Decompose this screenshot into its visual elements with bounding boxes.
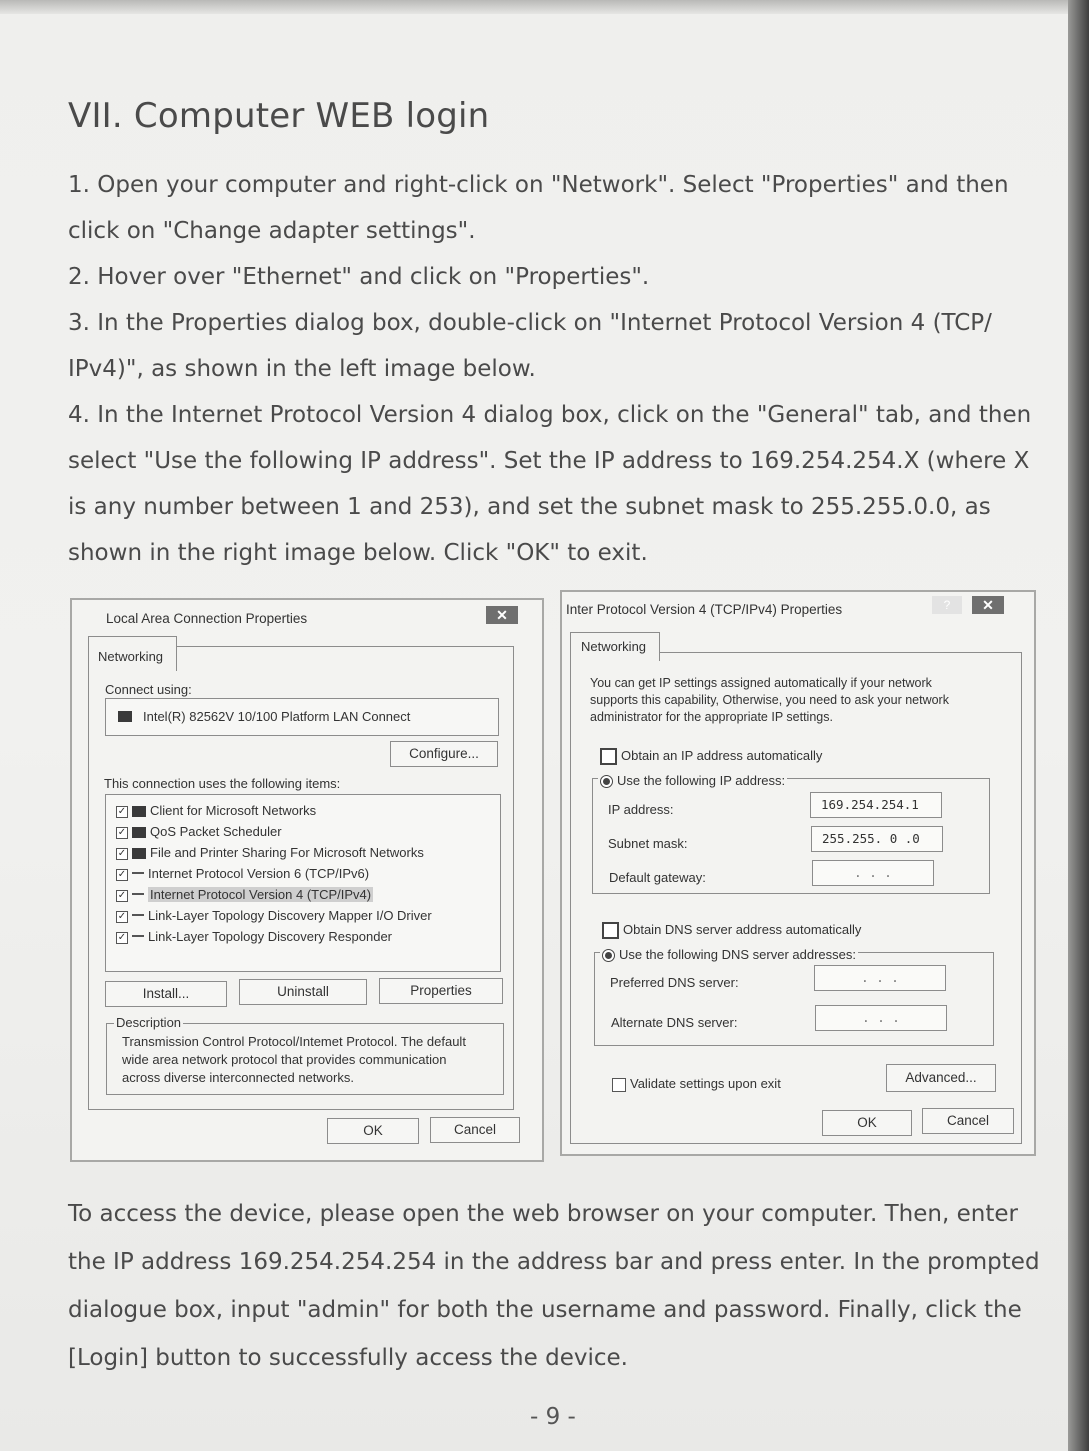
description-legend: Description: [116, 1015, 182, 1030]
protocol-icon: [132, 914, 144, 919]
intro-line: supports this capability, Otherwise, you need to ask your network: [590, 693, 949, 707]
radio-unselected-icon[interactable]: [602, 922, 619, 939]
item-label: Client for Microsoft Networks: [150, 803, 317, 818]
help-icon[interactable]: ?: [932, 596, 962, 614]
ip-address-input[interactable]: 169.254.254.1: [810, 792, 942, 818]
protocol-icon: [132, 935, 144, 940]
adapter-name: Intel(R) 82562V 10/100 Platform LAN Connect: [143, 709, 411, 724]
default-gateway-input[interactable]: . . .: [812, 860, 934, 886]
description-line: Transmission Control Protocol/Intemet Protocol. The default: [122, 1034, 466, 1049]
item-label: QoS Packet Scheduler: [150, 824, 282, 839]
install-button[interactable]: Install...: [105, 981, 227, 1007]
intro-line: You can get IP settings assigned automatically if your network: [590, 676, 932, 690]
list-item[interactable]: [116, 845, 424, 860]
uninstall-button[interactable]: Uninstall: [239, 979, 367, 1005]
radio-selected-icon[interactable]: [602, 949, 615, 962]
network-adapter-icon: [118, 711, 132, 722]
step-line: 2. Hover over "Ethernet" and click on "Properties".: [68, 264, 650, 290]
use-dns-option[interactable]: [600, 947, 858, 962]
configure-button[interactable]: Configure...: [390, 741, 498, 767]
file-sharing-icon: [132, 848, 146, 859]
preferred-dns-label: Preferred DNS server:: [610, 975, 739, 990]
scheduler-icon: [132, 827, 146, 838]
item-label: Link-Layer Topology Discovery Responder: [148, 929, 392, 944]
step-line: is any number between 1 and 253), and set the subnet mask to 255.255.0.0, as: [68, 494, 991, 520]
list-item-selected[interactable]: [116, 887, 373, 902]
description-line: wide area network protocol that provides communication: [122, 1052, 447, 1067]
obtain-ip-option[interactable]: [600, 748, 822, 765]
checkbox-unchecked-icon[interactable]: [612, 1078, 626, 1092]
option-label: Obtain an IP address automatically: [621, 748, 823, 763]
ipv4-properties-dialog: [560, 590, 1036, 1156]
step-line: IPv4)", as shown in the left image below.: [68, 356, 536, 382]
item-label: Link-Layer Topology Discovery Mapper I/O Driver: [148, 908, 432, 923]
local-area-connection-dialog: [70, 598, 544, 1162]
client-network-icon: [132, 806, 146, 817]
access-instructions: [68, 1190, 1048, 1382]
cancel-button[interactable]: Cancel: [922, 1108, 1014, 1134]
ok-button[interactable]: OK: [327, 1118, 419, 1144]
section-heading: VII. Computer WEB login: [68, 96, 490, 136]
subnet-mask-input[interactable]: 255.255. 0 .0: [811, 826, 943, 852]
dialog-title: Inter Protocol Version 4 (TCP/IPv4) Properties: [566, 602, 843, 617]
ip-address-label: IP address:: [608, 802, 674, 817]
step-line: 3. In the Properties dialog box, double-click on "Internet Protocol Version 4 (TCP/: [68, 310, 992, 336]
page-top-edge: [0, 0, 1068, 14]
list-item[interactable]: [116, 929, 392, 944]
checkbox-checked-icon[interactable]: ✓: [117, 847, 127, 859]
close-icon[interactable]: ✕: [486, 606, 518, 624]
option-label: Obtain DNS server address automatically: [623, 922, 862, 937]
connect-using-label: Connect using:: [105, 682, 192, 697]
checkbox-checked-icon[interactable]: ✓: [117, 910, 127, 922]
items-label: This connection uses the following items:: [104, 776, 341, 791]
adapter-field: [105, 698, 499, 736]
option-label: Validate settings upon exit: [630, 1076, 781, 1091]
close-icon[interactable]: ✕: [972, 596, 1004, 614]
intro-line: administrator for the appropriate IP settings.: [590, 710, 833, 724]
item-label: File and Printer Sharing For Microsoft Networks: [150, 845, 424, 860]
checkbox-checked-icon[interactable]: ✓: [117, 805, 127, 817]
option-label: Use the following IP address:: [617, 773, 786, 788]
step-line: 4. In the Internet Protocol Version 4 dialog box, click on the "General" tab, and then: [68, 402, 1032, 428]
step-line: shown in the right image below. Click "OK" to exit.: [68, 540, 648, 566]
description-line: across diverse interconnected networks.: [122, 1070, 354, 1085]
obtain-dns-option[interactable]: [602, 922, 861, 939]
list-item[interactable]: [116, 803, 316, 818]
list-item[interactable]: [116, 908, 432, 923]
tab-networking[interactable]: Networking: [88, 636, 177, 671]
subnet-mask-label: Subnet mask:: [608, 836, 688, 851]
use-ip-option[interactable]: [598, 773, 787, 788]
list-item[interactable]: [116, 824, 282, 839]
paragraph-line: To access the device, please open the web browser on your computer. Then, enter: [68, 1201, 1018, 1227]
step-line: select "Use the following IP address". Set the IP address to 169.254.254.X (where X: [68, 448, 1030, 474]
protocol-icon: [132, 872, 144, 877]
checkbox-checked-icon[interactable]: ✓: [117, 868, 127, 880]
properties-button[interactable]: Properties: [379, 978, 503, 1004]
paragraph-line: the IP address 169.254.254.254 in the address bar and press enter. In the prompted: [68, 1249, 1040, 1275]
tab-networking[interactable]: Networking: [570, 632, 660, 661]
cancel-button[interactable]: Cancel: [430, 1117, 520, 1143]
radio-selected-icon[interactable]: [600, 775, 613, 788]
step-line: 1. Open your computer and right-click on "Network". Select "Properties" and then: [68, 172, 1009, 198]
alternate-dns-label: Alternate DNS server:: [611, 1015, 738, 1030]
list-item[interactable]: [116, 866, 369, 881]
checkbox-checked-icon[interactable]: ✓: [117, 826, 127, 838]
radio-unselected-icon[interactable]: [600, 748, 617, 765]
paragraph-line: [Login] button to successfully access the device.: [68, 1345, 628, 1371]
paragraph-line: dialogue box, input "admin" for both the username and password. Finally, click the: [68, 1297, 1022, 1323]
dialog-title: Local Area Connection Properties: [106, 611, 308, 626]
checkbox-checked-icon[interactable]: ✓: [117, 931, 127, 943]
page-right-edge: [1068, 0, 1089, 1451]
instruction-steps: [68, 162, 1032, 576]
protocol-icon: [132, 893, 144, 898]
alternate-dns-input[interactable]: . . .: [815, 1005, 947, 1031]
item-label: Internet Protocol Version 6 (TCP/IPv6): [148, 866, 370, 881]
item-label: Internet Protocol Version 4 (TCP/IPv4): [150, 887, 372, 902]
preferred-dns-input[interactable]: . . .: [814, 965, 946, 991]
ok-button[interactable]: OK: [822, 1110, 912, 1136]
items-list: [105, 794, 501, 972]
validate-option[interactable]: [612, 1076, 781, 1092]
default-gateway-label: Default gateway:: [609, 870, 706, 885]
option-label: Use the following DNS server addresses:: [619, 947, 856, 962]
checkbox-checked-icon[interactable]: ✓: [117, 889, 127, 901]
advanced-button[interactable]: Advanced...: [886, 1064, 996, 1092]
page-number: - 9 -: [530, 1404, 576, 1430]
step-line: click on "Change adapter settings".: [68, 218, 476, 244]
